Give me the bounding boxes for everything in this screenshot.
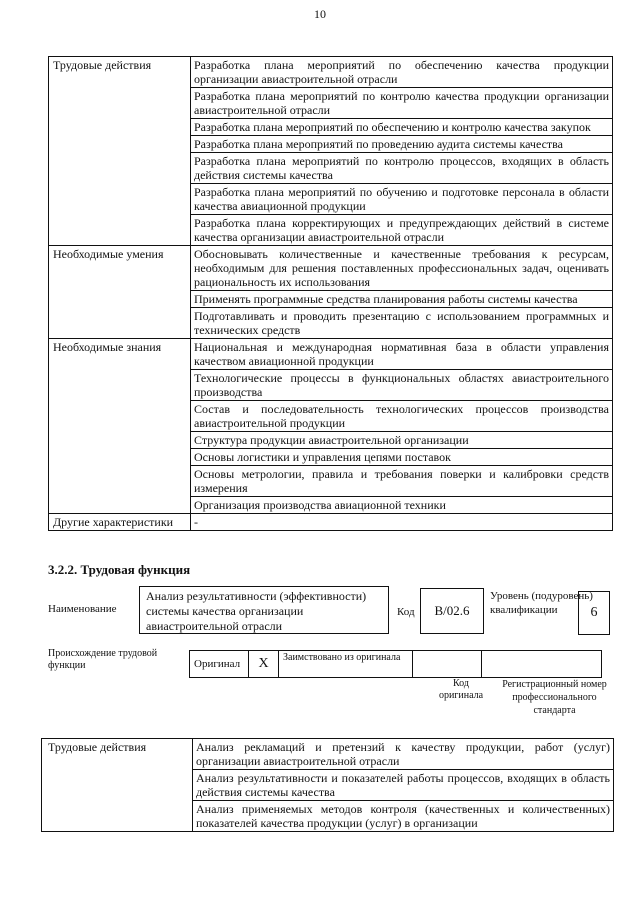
table-cell: Разработка плана мероприятий по обеспечению качества продукции организации авиастроительной отрасли: [191, 57, 613, 88]
table-cell: Разработка плана мероприятий по контролю процессов, входящих в область действия системы качества: [191, 153, 613, 184]
code-label: Код: [397, 606, 415, 618]
table-cell: Основы метрологии, правила и требования поверки и калибровки средств измерения: [191, 466, 613, 497]
table-cell: Организация производства авиационной техники: [191, 497, 613, 514]
table-cell: -: [191, 514, 613, 531]
table-row: [49, 514, 613, 531]
table-cell: Разработка плана корректирующих и предупреждающих действий в системе качества организации авиастроительной отрасли: [191, 215, 613, 246]
name-label: Наименование: [48, 603, 117, 615]
table-row: [49, 339, 613, 370]
table-cell: Структура продукции авиастроительной организации: [191, 432, 613, 449]
original-mark: X: [248, 650, 279, 678]
table-cell: Анализ результативности и показателей работы процессов, входящих в область действия системы качества: [193, 770, 614, 801]
table-cell: Применять программные средства планирования работы системы качества: [191, 291, 613, 308]
code-box: B/02.6: [420, 588, 484, 634]
requirements-table: [48, 56, 613, 531]
row-label: Трудовые действия: [49, 57, 191, 246]
table-cell: Разработка плана мероприятий по контролю качества продукции организации авиастроительной отрасли: [191, 88, 613, 119]
section-heading: 3.2.2. Трудовая функция: [48, 562, 191, 577]
row-label: Трудовые действия: [42, 739, 193, 832]
row-label: Другие характеристики: [49, 514, 191, 531]
original-code-cell: [412, 650, 482, 678]
registration-number-cell: [481, 650, 602, 678]
labor-actions-table: [41, 738, 614, 832]
origin-row: [190, 650, 602, 678]
table-cell: Разработка плана мероприятий по обеспечению и контролю качества закупок: [191, 119, 613, 136]
page-number: 10: [314, 7, 326, 21]
table-cell: Разработка плана мероприятий по обучению и подготовке персонала в области качества авиационной продукции: [191, 184, 613, 215]
table-cell: Обосновывать количественные и качественные требования к ресурсам, необходимым для решения поставленных профессиональных задач, оценивать рациональность их использования: [191, 246, 613, 291]
table-cell: Анализ применяемых методов контроля (качественных и количественных) показателей качества продукции (услуг) в организации: [193, 801, 614, 832]
level-label: Уровень (подуровень) квалификации: [490, 590, 593, 616]
registration-number-caption: Регистрационный номер профессионального стандарта: [502, 679, 607, 716]
table-cell: Технологические процессы в функциональных областях авиастроительного производства: [191, 370, 613, 401]
table-row: [49, 246, 613, 291]
table-cell: Анализ рекламаций и претензий к качеству продукции, работ (услуг) организации авиастроительной отрасли: [193, 739, 614, 770]
original-code-caption: Код оригинала: [438, 678, 484, 701]
row-label: Необходимые умения: [49, 246, 191, 339]
table-row: [49, 57, 613, 88]
origin-label: Происхождение трудовой функции: [48, 648, 158, 671]
table-row: [42, 739, 614, 770]
table-cell: Основы логистики и управления цепями поставок: [191, 449, 613, 466]
original-cell: Оригинал: [189, 650, 249, 678]
table-cell: Разработка плана мероприятий по проведению аудита системы качества: [191, 136, 613, 153]
table-cell: Национальная и международная нормативная база в области управления качеством авиационной продукции: [191, 339, 613, 370]
row-label: Необходимые знания: [49, 339, 191, 514]
borrowed-cell: Заимствовано из оригинала: [278, 650, 413, 678]
level-box: 6: [578, 591, 610, 635]
table-cell: Состав и последовательность технологических процессов производства авиастроительной продукции: [191, 401, 613, 432]
table-cell: Подготавливать и проводить презентацию с использованием программных и технических средств: [191, 308, 613, 339]
function-name-box: Анализ результативности (эффективности) системы качества организации авиастроительной отрасли: [139, 586, 389, 634]
